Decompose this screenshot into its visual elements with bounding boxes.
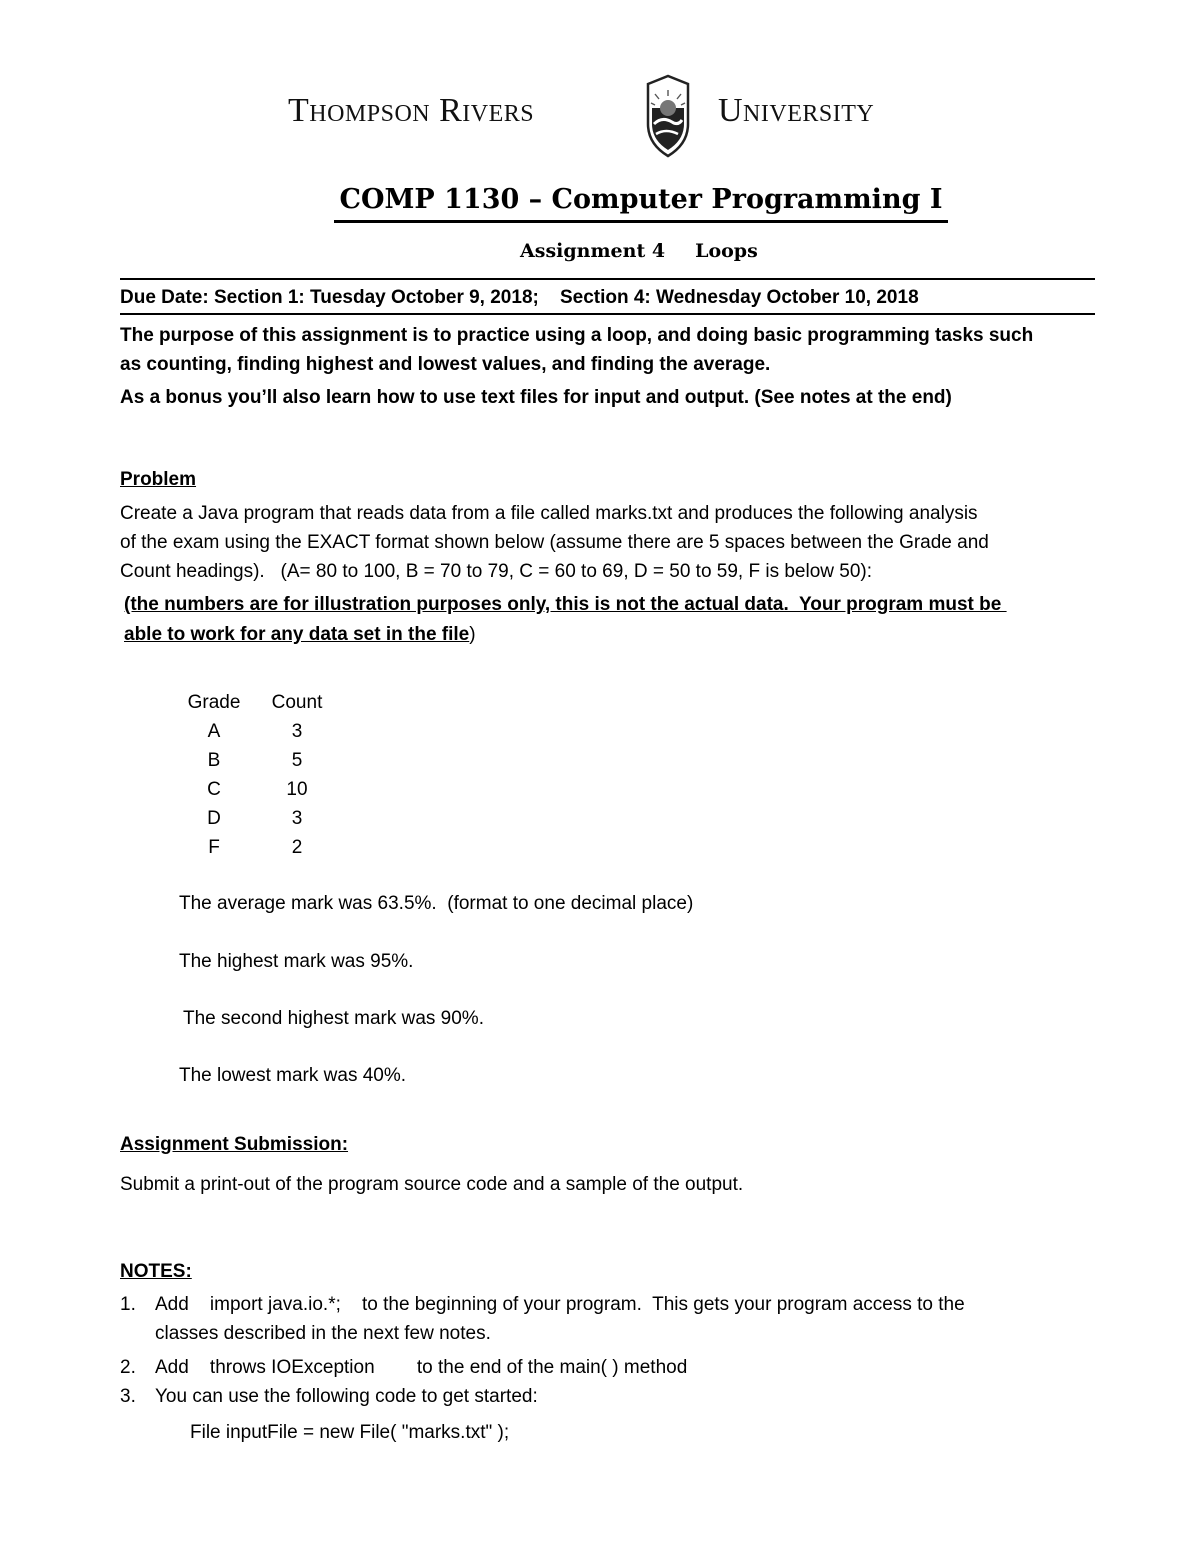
warning-line-2-underlined: able to work for any data set in the file <box>124 624 470 645</box>
note-3-line-1: You can use the following code to get started: <box>155 1386 538 1407</box>
submission-text: Submit a print-out of the program source code and a sample of the output. <box>120 1174 744 1195</box>
note-1-line-2: classes described in the next few notes. <box>155 1323 491 1344</box>
count-header: Count <box>271 692 323 713</box>
problem-line-2: of the exam using the EXACT format shown below (assume there are 5 spaces between the Grade and <box>120 532 989 553</box>
logo-text-left: Thompson Rivers <box>288 92 535 129</box>
count-cell: 3 <box>291 808 303 829</box>
submission-heading: Assignment Submission: <box>120 1134 349 1155</box>
logo-text-right: University <box>718 92 875 129</box>
due-date-top-rule <box>120 278 1095 280</box>
university-crest-icon <box>644 74 692 158</box>
note-2-number: 2. <box>120 1357 136 1378</box>
problem-line-3: Count headings). (A= 80 to 100, B = 70 to 79, C = 60 to 69, D = 50 to 59, F is below 50): <box>120 561 873 582</box>
code-sample: File inputFile = new File( "marks.txt" ); <box>190 1422 510 1443</box>
highest-mark: The highest mark was 95%. <box>179 951 414 972</box>
count-cell: 2 <box>291 837 303 858</box>
warning-line-1: (the numbers are for illustration purposes only, this is not the actual data. Your program must be <box>124 594 1007 615</box>
grade-cell: A <box>207 721 221 742</box>
second-highest-mark: The second highest mark was 90%. <box>183 1008 484 1029</box>
grade-cell: C <box>207 779 221 800</box>
bonus-line: As a bonus you’ll also learn how to use text files for input and output. (See notes at the end) <box>120 387 952 408</box>
count-cell: 10 <box>286 779 308 800</box>
note-1-line-1: Add import java.io.*; to the beginning of your program. This gets your program access to the <box>155 1294 965 1315</box>
warning-line-2-tail: ) <box>469 624 476 645</box>
note-3-number: 3. <box>120 1386 136 1407</box>
note-1-number: 1. <box>120 1294 136 1315</box>
assignment-subtitle <box>520 240 758 262</box>
assignment-topic: Loops <box>695 240 758 262</box>
average-mark: The average mark was 63.5%. (format to one decimal place) <box>179 893 694 914</box>
note-2-line-1: Add throws IOException to the end of the main( ) method <box>155 1357 688 1378</box>
count-cell: 3 <box>291 721 303 742</box>
grade-cell: D <box>207 808 221 829</box>
purpose-line-1: The purpose of this assignment is to practice using a loop, and doing basic programming tasks such <box>120 325 1034 346</box>
purpose-line-2: as counting, finding highest and lowest values, and finding the average. <box>120 354 771 375</box>
count-cell: 5 <box>291 750 303 771</box>
title-underline <box>334 220 948 223</box>
grade-header: Grade <box>187 692 241 713</box>
due-date: Due Date: Section 1: Tuesday October 9, 2018; Section 4: Wednesday October 10, 2018 <box>120 287 919 308</box>
lowest-mark: The lowest mark was 40%. <box>179 1065 407 1086</box>
due-date-bottom-rule <box>120 313 1095 315</box>
grade-cell: F <box>208 837 220 858</box>
warning-line-2 <box>124 620 476 649</box>
problem-line-1: Create a Java program that reads data from a file called marks.txt and produces the following analysis <box>120 503 978 524</box>
course-title: COMP 1130 – Computer Programming I <box>339 184 943 215</box>
notes-heading: NOTES: <box>120 1261 192 1282</box>
grade-cell: B <box>207 750 221 771</box>
problem-heading: Problem <box>120 469 197 490</box>
assignment-number: Assignment 4 <box>520 240 666 262</box>
